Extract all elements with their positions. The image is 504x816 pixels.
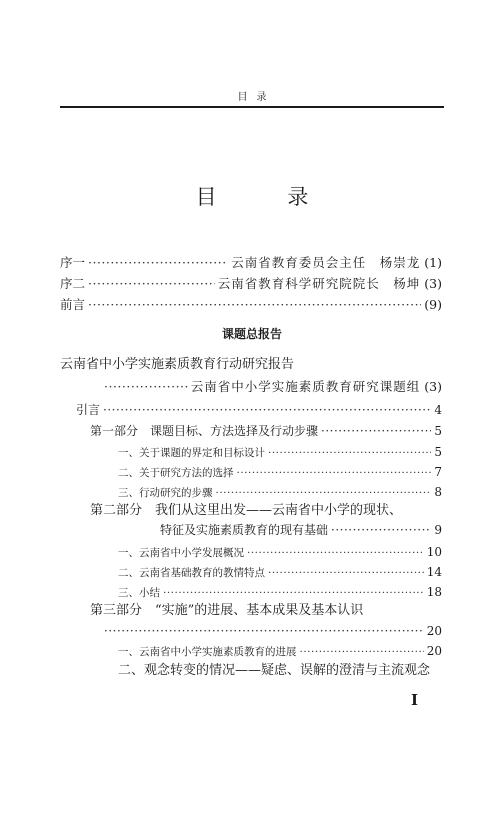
dot-leader xyxy=(331,522,431,538)
entry-page: 18 xyxy=(426,585,442,599)
section-heading: 课题总报告 xyxy=(221,327,282,341)
entry-label: 序二 xyxy=(60,276,86,291)
page-title: 目 录 xyxy=(195,185,341,209)
entry-label: 三、小结 xyxy=(118,587,160,599)
entry-label: 二、云南省基础教育的教情特点 xyxy=(118,567,265,579)
toc-entry-part-1[interactable] xyxy=(90,423,442,439)
dot-leader xyxy=(216,485,432,501)
dot-leader xyxy=(88,276,215,292)
dot-leader xyxy=(268,565,424,581)
entry-page: 9 xyxy=(434,523,442,537)
entry-label: 序一 xyxy=(60,255,86,270)
entry-page: 5 xyxy=(434,445,442,459)
entry-page: (1) xyxy=(424,255,442,270)
entry-label: 三、行动研究的步骤 xyxy=(118,487,213,499)
entry-page: 20 xyxy=(426,644,442,658)
entry-page: 5 xyxy=(434,424,442,438)
entry-page: (3) xyxy=(424,379,442,394)
toc-entry-part-1-item[interactable] xyxy=(118,464,442,481)
toc-entry-part-3-item[interactable] xyxy=(118,643,442,660)
entry-label: 特征及实施素质教育的现有基础 xyxy=(160,523,329,537)
entry-label: 前言 xyxy=(60,297,86,312)
entry-label: 二、关于研究方法的选择 xyxy=(118,467,234,479)
dot-leader xyxy=(321,423,431,439)
entry-page: 10 xyxy=(426,545,442,559)
entry-label: 一、关于课题的界定和目标设计 xyxy=(118,447,265,459)
toc-entry-part-2[interactable] xyxy=(160,522,442,538)
toc-entry-part-2-item[interactable] xyxy=(118,564,442,581)
toc-entry-report-author[interactable] xyxy=(104,379,442,395)
entry-author: 云南省教育科学研究院院长 杨坤 xyxy=(217,276,421,291)
dot-leader xyxy=(247,545,424,561)
entry-page: 7 xyxy=(434,465,442,479)
entry-author: 云南省中小学实施素质教育研究课题组 xyxy=(190,379,421,394)
toc-entry-preface-1[interactable] xyxy=(60,255,442,271)
entry-page: (3) xyxy=(424,276,442,291)
dot-leader xyxy=(88,297,421,313)
toc-entry-part-2-item[interactable] xyxy=(118,584,442,601)
header-rule xyxy=(60,106,444,108)
toc-entry-part-2-line1[interactable]: 第二部分 我们从这里出发——云南省中小学的现状、 xyxy=(90,503,403,518)
toc-entry-part-3[interactable] xyxy=(104,623,442,639)
toc-entry-part-3-line1[interactable]: 第三部分 “实施”的进展、基本成果及基本认识 xyxy=(90,603,364,618)
dot-leader xyxy=(237,465,432,481)
report-title[interactable]: 云南省中小学实施素质教育行动研究报告 xyxy=(60,357,295,372)
dot-leader xyxy=(104,379,188,395)
dot-leader xyxy=(103,402,431,418)
toc-entry-intro[interactable] xyxy=(76,402,442,418)
entry-label: 一、云南省中小学实施素质教育的进展 xyxy=(118,646,297,658)
entry-page: 20 xyxy=(426,624,442,638)
dot-leader xyxy=(268,445,431,461)
toc-entry-part-2-item[interactable] xyxy=(118,544,442,561)
entry-page: (9) xyxy=(424,297,442,312)
dot-leader xyxy=(300,644,424,660)
toc-entry-foreword[interactable] xyxy=(60,297,442,313)
page-number: I xyxy=(411,691,419,709)
entry-label: 一、云南省中小学发展概况 xyxy=(118,547,244,559)
entry-author: 云南省教育委员会主任 杨崇龙 xyxy=(231,255,421,270)
entry-label: 引言 xyxy=(76,403,101,417)
entry-page: 14 xyxy=(426,565,442,579)
dot-leader xyxy=(88,255,228,271)
entry-page: 4 xyxy=(434,403,442,417)
toc-entry-part-1-item[interactable] xyxy=(118,444,442,461)
dot-leader xyxy=(163,585,424,601)
entry-page: 8 xyxy=(434,485,442,499)
toc-entry-part-1-item[interactable] xyxy=(118,484,442,501)
dot-leader xyxy=(104,623,424,639)
entry-label: 第一部分 课题目标、方法选择及行动步骤 xyxy=(90,424,319,438)
toc-entry-preface-2[interactable] xyxy=(60,276,442,292)
running-head: 目录 xyxy=(237,92,276,103)
toc-entry-part-3-item[interactable]: 二、观念转变的情况——疑虑、误解的澄清与主流观念 xyxy=(118,663,431,678)
